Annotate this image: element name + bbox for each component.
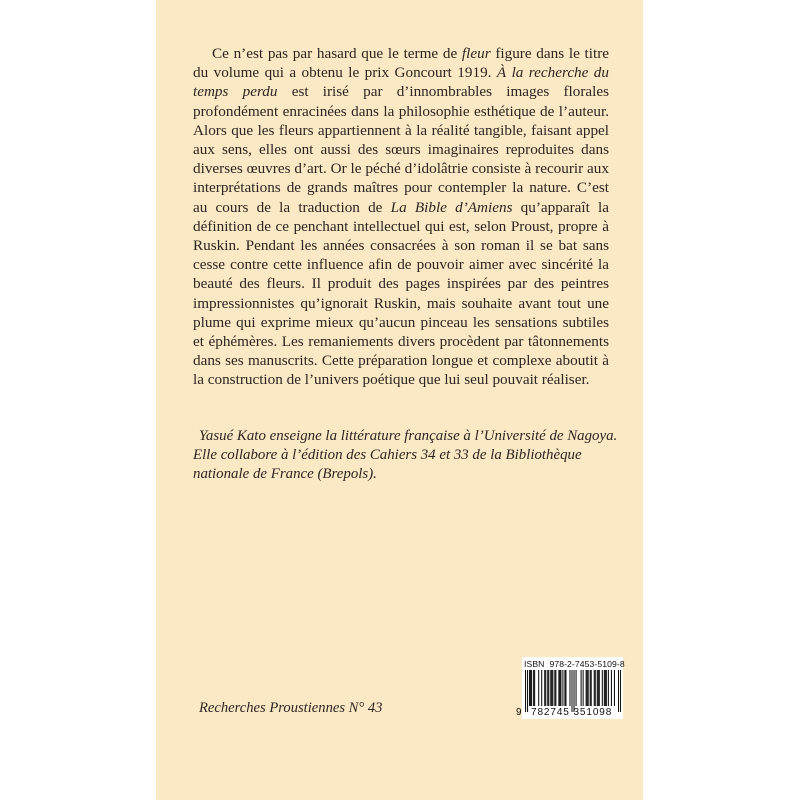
barcode-bar [594,670,595,706]
barcode-bar [588,670,589,706]
barcode-bar [606,670,607,706]
barcode-bar [604,670,605,706]
barcode-bar [598,670,599,706]
barcode-bar [611,670,612,706]
barcode-bar [529,670,530,706]
barcode-bar [565,670,566,706]
blurb-text-3: est irisé par d’innombrables images florales profondément enracinées dans la philosophie esthétique de l’auteur. Alors que les fleurs appartiennent à la réalité tangible, faisant appel aux sens, elles ont aussi des sœurs imaginaires reproduites dans diverses œuvres d’art. Or le péché d’idolâtrie consiste à recourir aux interprétations de grands maîtres pour contempler la nature. C’est au cours de la traduction de [193,83,609,216]
blurb-text-2: figure dans le titre du volume qui a obtenu le prix Goncourt 1919. [193,45,609,82]
ean-digits: 782745 351098 [531,707,613,718]
barcode-bar [564,670,565,706]
barcode-bar [587,670,588,706]
barcode-bar [581,670,582,706]
barcode-bar [551,670,552,706]
barcode-bar [605,670,606,706]
author-bio: Yasué Kato enseigne la littérature française à l’Université de Nagoya. Elle collabore à l’édition des Cahiers 34 et 33 de la Bibliothèque nationale de France (Brepols). [193,428,618,482]
barcode-bar [590,670,591,706]
blurb-text-1: Ce n’est pas par hasard que le terme de [212,45,462,62]
blurb-emphasis-fleur: fleur [461,45,491,62]
barcode-bar [576,670,577,706]
barcode-bar [562,670,563,706]
barcode-bar [554,670,555,706]
barcode-bar [559,670,560,706]
barcode-bar [530,670,531,706]
series-title: Recherches Proustiennes N° 43 [199,700,383,716]
isbn-text [524,659,625,669]
barcode-bar [525,670,526,712]
barcode-bar [548,670,549,706]
barcode-bar [574,670,575,712]
barcode-bar [595,670,596,706]
isbn-label: ISBN [524,659,545,669]
barcode-bar [552,670,553,706]
barcode-bar [583,670,584,706]
barcode-bar [560,670,561,706]
isbn-number: 978-2-7453-5109-8 [549,659,625,669]
barcode-bar [599,670,600,706]
barcode-bar [533,670,534,706]
blurb-emphasis-bible: La Bible d’Amiens [390,198,513,216]
barcode-bar [547,670,548,706]
barcode-bar [558,670,559,706]
barcode-bars [525,670,621,712]
barcode-bar [618,670,619,712]
barcode-bar [541,670,542,706]
barcode-bar [569,670,570,706]
barcode-bar [614,670,615,706]
barcode-bar [591,670,592,706]
barcode-bar [545,670,546,706]
barcode-bar [531,670,532,706]
barcode-bar [620,670,621,712]
blurb-paragraph [193,44,609,390]
barcode-bar [527,670,528,712]
barcode-bar [555,670,556,706]
blurb-emphasis-title: À la recherche du temps perdu [193,64,609,101]
barcode-bar [544,670,545,706]
blurb-text-4: qu’apparaît la définition de ce penchant intellectuel qui est, selon Proust, propre à Ruskin. Pendant les années consacrées à son roman il se bat sans cesse contre cette influence afin de pouvoir aimer avec sincérité la beauté des fleurs. Il produit des pages inspirées par des peintres impressionnistes qu’ignorait Ruskin, mais souhaite avant tout une plume qui exprime mieux qu’aucun pinceau les sensations subtiles et éphémères. Les remaniements divers procèdent par tâtonnements dans ses manuscrits. Cette préparation longue et complexe aboutit à la construction de l’univers poétique que lui seul pouvait réaliser. [193,198,609,389]
barcode-bar [538,670,539,706]
barcode-bar [550,670,551,706]
barcode-bar [608,670,609,706]
ean-first-digit: 9 [516,707,522,718]
barcode-bar [534,670,535,706]
barcode-bar [571,670,572,712]
barcode-bar [602,670,603,706]
barcode-bar [597,670,598,706]
barcode-bar [586,670,587,706]
